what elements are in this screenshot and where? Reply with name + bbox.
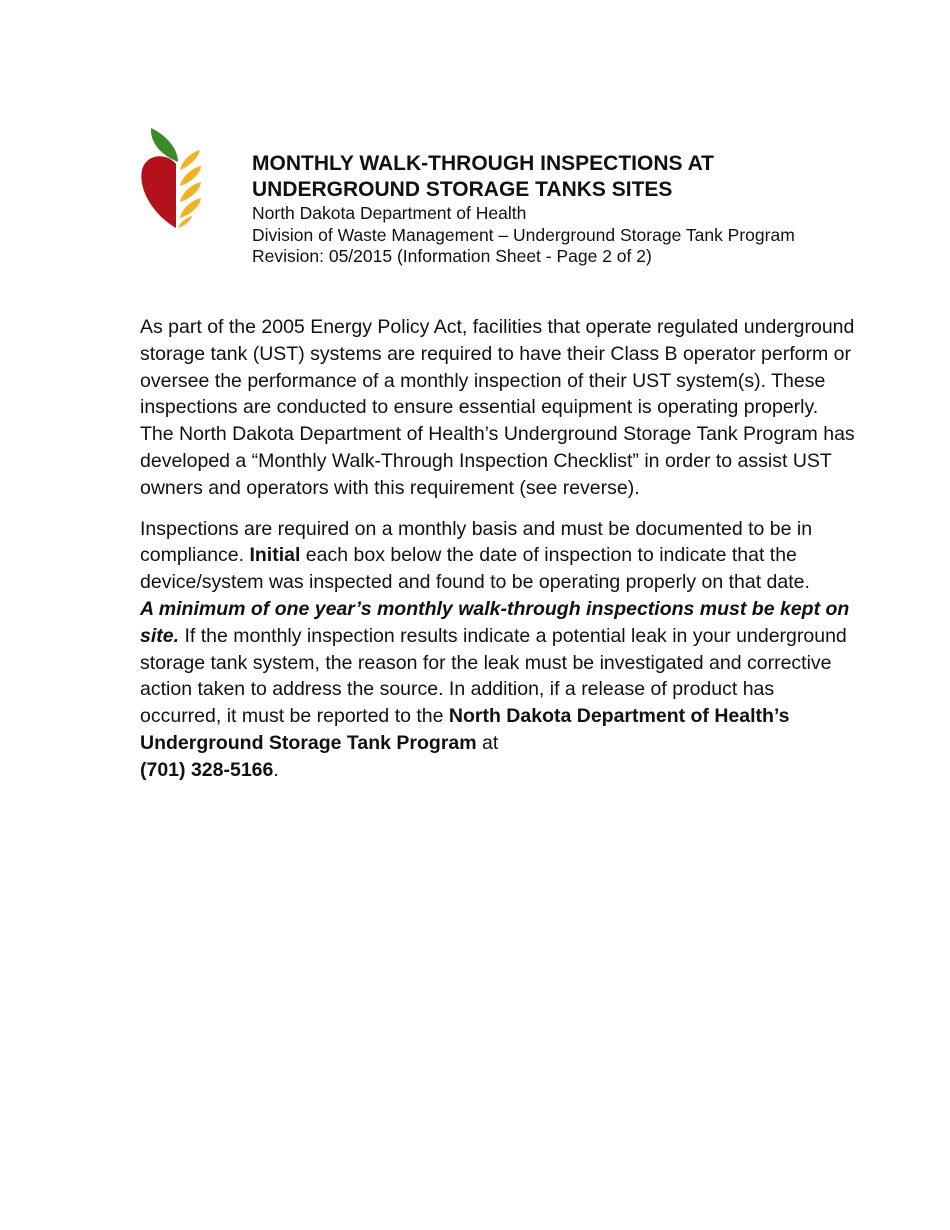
- title-line-1: MONTHLY WALK-THROUGH INSPECTIONS AT: [252, 152, 714, 175]
- intro-paragraph: As part of the 2005 Energy Policy Act, facilities that operate regulated underground storage tank (UST) systems are required to have their Class B operator perform or oversee the performance of a monthly inspection of their UST system(s). These inspections are conducted to ensure essential equipment is operating properly. The North Dakota Department of Health’s Underground Storage Tank Program has developed a “Monthly Walk-Through Inspection Checklist” in order to assist UST owners and operators with this requirement (see reverse).: [140, 316, 855, 499]
- title-line-2: UNDERGROUND STORAGE TANKS SITES: [252, 178, 673, 201]
- department-name: North Dakota Department of Health: [252, 203, 527, 223]
- revision-info: Revision: 05/2015 (Information Sheet - Page 2 of 2): [252, 246, 652, 266]
- division-name: Division of Waste Management – Underground Storage Tank Program: [252, 224, 795, 245]
- document-body: [140, 314, 855, 784]
- requirements-paragraph: [140, 516, 855, 784]
- requirements-text-2: each box below the date of inspection to indicate that the device/system was inspected and found to be operating properly on that date.: [140, 544, 810, 594]
- initial-keyword: Initial: [249, 544, 301, 567]
- retention-emphasis: A minimum of one year’s monthly walk-through inspections must be kept on site.: [140, 597, 850, 647]
- requirements-text-end: .: [273, 758, 279, 781]
- phone-number: (701) 328-5166: [140, 758, 274, 781]
- agency-name: North Dakota Department of Health’s Underground Storage Tank Program: [140, 705, 790, 754]
- requirements-text-3: If the monthly inspection results indicate a potential leak in your underground storage tank system, the reason for the leak must be investigated and corrective action taken to address the source. In addition, if a release of product has occurred, it must be reported to the: [140, 624, 847, 728]
- apple-wheat-logo-icon: [140, 126, 204, 230]
- requirements-text-1: Inspections are required on a monthly basis and must be documented to be in compliance.: [140, 517, 813, 567]
- document-header: [252, 151, 892, 268]
- requirements-text-4: at: [476, 731, 499, 754]
